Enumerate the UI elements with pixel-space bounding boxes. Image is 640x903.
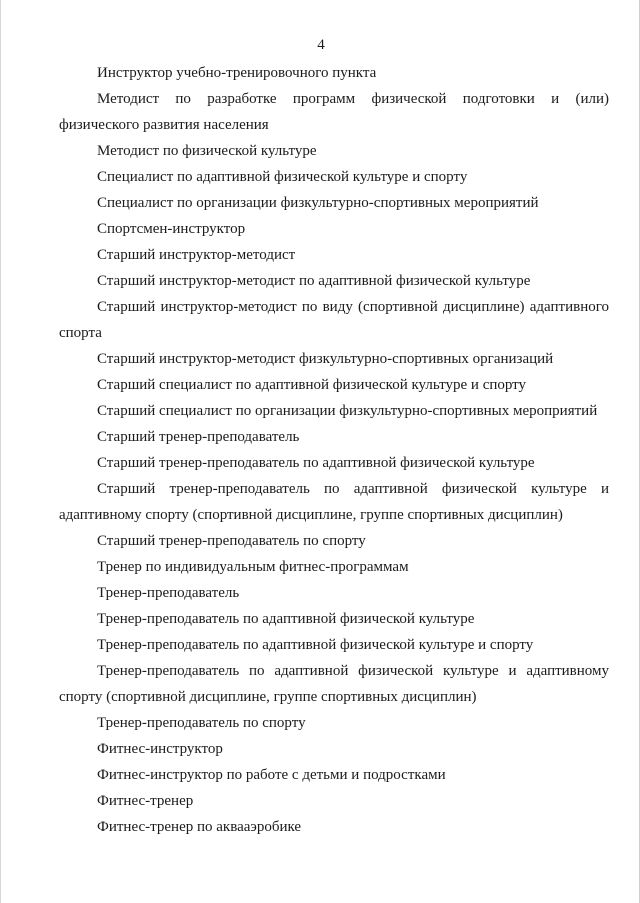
list-item-line: адаптивному спорту (спортивной дисциплине, группе спортивных дисциплин) <box>59 507 563 523</box>
list-item: Фитнес-тренер <box>97 793 194 809</box>
list-item: Тренер-преподаватель по адаптивной физической культуре и спорту <box>97 637 534 653</box>
list-item: Специалист по адаптивной физической культуре и спорту <box>97 169 468 185</box>
list-item <box>59 476 609 528</box>
list-item: Специалист по организации физкультурно-спортивных мероприятий <box>97 195 539 211</box>
list-item <box>59 294 609 346</box>
list-item: Старший тренер-преподаватель по спорту <box>97 533 366 549</box>
list-item-line: Методист по разработке программ физической подготовки и (или) <box>97 91 609 107</box>
list-item: Фитнес-инструктор <box>97 741 223 757</box>
list-item: Спортсмен-инструктор <box>97 221 246 237</box>
list-item: Фитнес-инструктор по работе с детьми и подростками <box>97 767 446 783</box>
list-item-line: спорта <box>59 325 102 341</box>
list-item: Методист по физической культуре <box>97 143 317 159</box>
list-item: Тренер-преподаватель по спорту <box>97 715 306 731</box>
list-item: Тренер-преподаватель по адаптивной физической культуре <box>97 611 475 627</box>
list-item: Старший специалист по адаптивной физической культуре и спорту <box>97 377 527 393</box>
list-item: Тренер-преподаватель <box>97 585 240 601</box>
list-item: Фитнес-тренер по аквааэробике <box>97 819 302 835</box>
list-item-line: Старший тренер-преподаватель по адаптивной физической культуре и <box>97 481 609 497</box>
list-item-line: спорту (спортивной дисциплине, группе спортивных дисциплин) <box>59 689 477 705</box>
list-item: Старший инструктор-методист физкультурно-спортивных организаций <box>97 351 554 367</box>
list-item-line: Старший инструктор-методист по виду (спортивной дисциплине) адаптивного <box>97 299 609 315</box>
page-number: 4 <box>317 37 325 53</box>
document-body <box>59 60 609 840</box>
list-item-line: физического развития населения <box>59 117 269 133</box>
list-item: Старший инструктор-методист <box>97 247 296 263</box>
list-item: Старший инструктор-методист по адаптивной физической культуре <box>97 273 531 289</box>
list-item <box>59 86 609 138</box>
list-item: Тренер по индивидуальным фитнес-программам <box>97 559 409 575</box>
list-item: Старший специалист по организации физкультурно-спортивных мероприятий <box>97 403 598 419</box>
list-item-line: Тренер-преподаватель по адаптивной физической культуре и адаптивному <box>97 663 609 679</box>
list-item <box>59 658 609 710</box>
list-item: Старший тренер-преподаватель <box>97 429 300 445</box>
list-item: Старший тренер-преподаватель по адаптивной физической культуре <box>97 455 535 471</box>
list-item: Инструктор учебно-тренировочного пункта <box>97 65 377 81</box>
